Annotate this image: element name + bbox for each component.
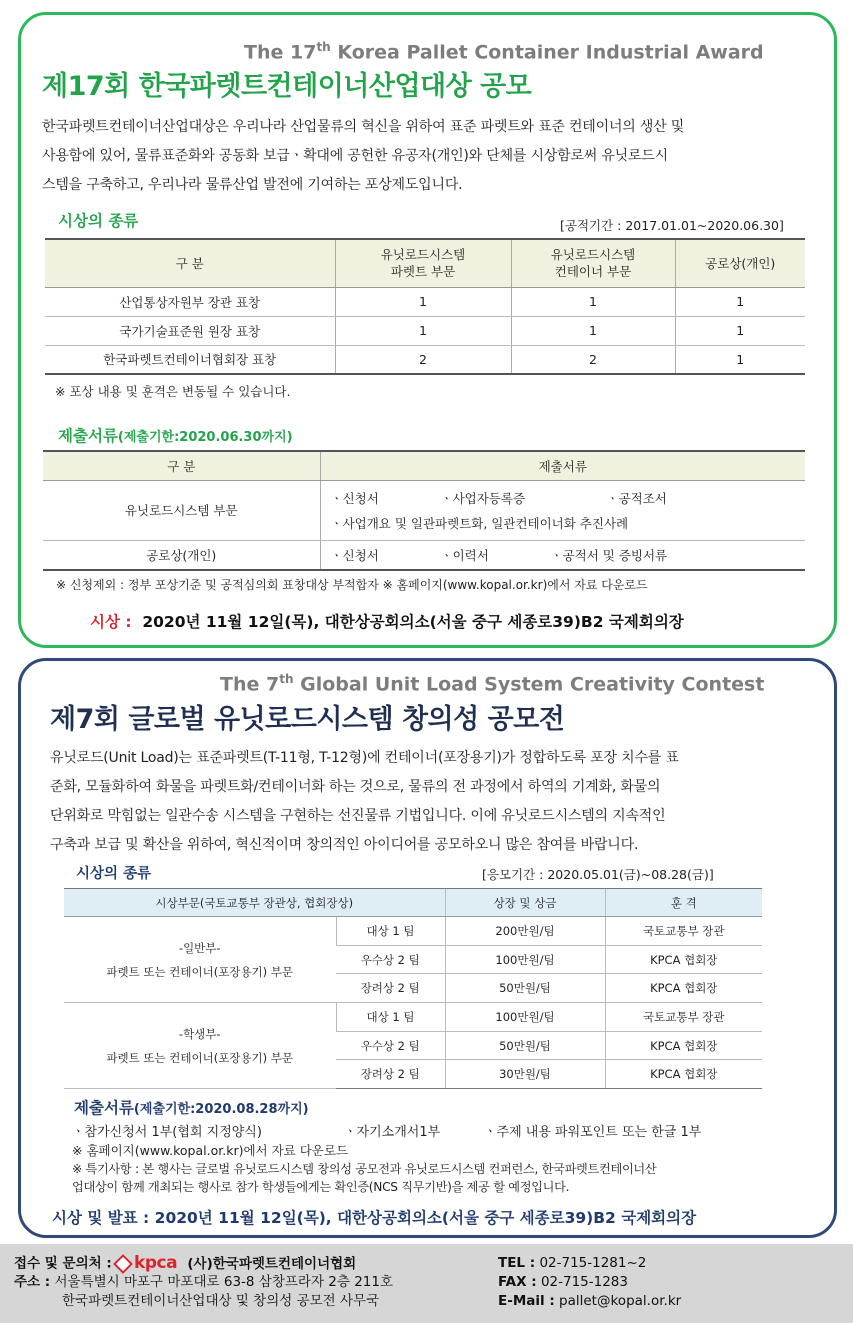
table-row xyxy=(45,316,805,345)
contest-venue xyxy=(52,1206,696,1228)
table-cell: 국토교통부 장관 xyxy=(605,1003,762,1032)
table-cell: 한국파렛트컨테이너협회장 표창 xyxy=(45,345,335,374)
tel-line xyxy=(498,1254,681,1273)
table-header-cell: 상장 및 상금 xyxy=(445,889,605,917)
doc-item: ㆍ주제 내용 파워포인트 또는 한글 1부 xyxy=(484,1125,702,1140)
office-text: 한국파렛트컨테이너산업대상 및 창의성 공모전 사무국 xyxy=(62,1293,380,1309)
contest-en-title xyxy=(220,672,764,695)
doc-items-line xyxy=(331,542,806,567)
award-title: 제17회 한국파렛트컨테이너산업대상 공모 xyxy=(42,71,532,102)
award-intro xyxy=(42,113,684,200)
table-cell xyxy=(320,480,805,540)
table-cell: 1 xyxy=(511,316,675,345)
header-line: 파렛트 부문 xyxy=(390,264,456,280)
award-prize-table xyxy=(45,238,805,375)
contest-en-title-sup: th xyxy=(279,672,294,686)
footer-contact xyxy=(14,1254,393,1311)
email-value[interactable]: pallet@kopal.or.kr xyxy=(559,1293,682,1309)
award-docs-title-text: 제출서류 xyxy=(58,427,118,445)
contest-docs-deadline: (제출기한:2020.08.28까지) xyxy=(133,1102,309,1117)
table-header-row xyxy=(43,451,805,480)
org-name: (사)한국파렛트컨테이너협회 xyxy=(187,1255,357,1272)
table-cell: 산업통상자원부 장관 표창 xyxy=(45,287,335,316)
table-cell: 50만원/팀 xyxy=(445,1031,605,1060)
table-row xyxy=(64,1003,762,1032)
table-cell: 우수상 2 팀 xyxy=(336,945,445,974)
table-row xyxy=(43,540,805,570)
award-intro-line: 한국파렛트컨테이너산업대상은 우리나라 산업물류의 혁신을 위하여 표준 파렛트와 표준 컨테이너의 생산 및 xyxy=(42,119,685,135)
header-line: 유닛로드시스템 xyxy=(380,247,466,263)
award-venue xyxy=(90,610,684,632)
table-row xyxy=(45,345,805,374)
award-prize-note: ※ 포상 내용 및 훈격은 변동될 수 있습니다. xyxy=(55,384,291,399)
table-cell: KPCA 협회장 xyxy=(605,945,762,974)
footer-office-line xyxy=(14,1292,393,1311)
address-text: 서울특별시 마포구 마포대로 63-8 삼창프라자 2층 211호 xyxy=(54,1274,394,1290)
doc-item: ㆍ신청서 xyxy=(330,490,379,506)
award-intro-line: 사용함에 있어, 물류표준화와 공동화 보급ㆍ확대에 공헌한 유공자(개인)와 단체를 시상함로써 유닛로드시 xyxy=(42,148,668,164)
award-en-title-sup: th xyxy=(316,40,331,54)
header-line: 유닛로드시스템 xyxy=(550,247,636,263)
table-cell: 100만원/팀 xyxy=(445,1003,605,1032)
award-prize-section-title: 시상의 종류 xyxy=(58,212,139,230)
award-intro-line: 스템을 구축하고, 우리나라 물류산업 발전에 기여하는 포상제도입니다. xyxy=(42,177,463,193)
table-header-cell: 시상부문(국토교통부 장관상, 협회장상) xyxy=(64,889,445,917)
table-header-cell: 구 분 xyxy=(43,451,320,480)
award-period: [공적기간 : 2017.01.01~2020.06.30] xyxy=(560,218,784,233)
table-cell: 국가기술표준원 원장 표창 xyxy=(45,316,335,345)
contest-period: [응모기간 : 2020.05.01(금)~08.28(금)] xyxy=(482,867,714,882)
table-cell: 1 xyxy=(675,316,805,345)
table-cell: 대상 1 팀 xyxy=(336,1003,445,1032)
table-cell: 2 xyxy=(511,345,675,374)
doc-item: ㆍ사업자등록증 xyxy=(440,490,526,506)
email-line xyxy=(498,1292,681,1311)
footer-contact-line xyxy=(14,1254,393,1273)
address-label: 주소 : xyxy=(14,1274,51,1290)
contact-label: 접수 및 문의처 : xyxy=(14,1255,112,1272)
table-cell: 50만원/팀 xyxy=(445,974,605,1003)
kpca-logo-text: kpca xyxy=(134,1253,178,1273)
contest-docs-note: ※ 홈페이지(www.kopal.or.kr)에서 자료 다운로드 xyxy=(72,1143,349,1158)
table-header-cell xyxy=(335,239,511,287)
doc-items-line xyxy=(331,485,806,510)
kpca-logo-icon xyxy=(113,1254,133,1274)
contest-title: 제7회 글로벌 유닛로드시스템 창의성 공모전 xyxy=(50,704,565,735)
table-header-cell: 훈 격 xyxy=(605,889,762,917)
table-row xyxy=(45,287,805,316)
award-en-title-post: Korea Pallet Container Industrial Award xyxy=(330,41,764,64)
table-header-cell xyxy=(511,239,675,287)
group-cell xyxy=(64,917,336,1003)
fax-line xyxy=(498,1273,681,1292)
table-cell: 우수상 2 팀 xyxy=(336,1031,445,1060)
award-en-title-pre: The 17 xyxy=(244,41,317,64)
email-label: E-Mail : xyxy=(498,1293,555,1309)
award-docs-title xyxy=(58,424,293,446)
tel-value: 02-715-1281~2 xyxy=(539,1255,647,1271)
table-cell: 공로상(개인) xyxy=(43,540,320,570)
doc-item: ㆍ공적조서 xyxy=(606,490,667,506)
table-cell: KPCA 협회장 xyxy=(605,1060,762,1089)
table-cell: 1 xyxy=(511,287,675,316)
table-cell: KPCA 협회장 xyxy=(605,1031,762,1060)
contest-docs-title-text: 제출서류 xyxy=(74,1099,134,1117)
contest-special-note: ※ 특기사항 : 본 행사는 글로벌 유닛로드시스템 창의성 공모전과 유닛로드시스템 컨퍼런스, 한국파렛트컨테이너산 xyxy=(72,1162,657,1176)
group-desc: 파렛트 또는 컨테이너(포장용기) 부문 xyxy=(106,1050,294,1065)
contest-venue-label: 시상 및 발표 : xyxy=(52,1209,150,1227)
table-cell: 1 xyxy=(335,287,511,316)
contest-special-note-cont: 업대상이 함께 개최되는 행사로 참가 학생들에게는 확인증(NCS 직무기반)을 제공 할 예정입니다. xyxy=(72,1180,570,1194)
group-cell xyxy=(64,1003,336,1089)
footer xyxy=(0,1244,853,1323)
contest-en-title-pre: The 7 xyxy=(220,673,280,696)
doc-item: ㆍ자기소개서1부 xyxy=(344,1125,441,1140)
table-cell: 장려상 2 팀 xyxy=(336,974,445,1003)
tel-label: TEL : xyxy=(498,1255,536,1271)
contest-docs-items xyxy=(72,1121,701,1140)
contest-docs-title xyxy=(74,1096,309,1118)
award-docs-note: ※ 신청제외 : 정부 포상기준 및 공적심의회 표창대상 부적합자 ※ 홈페이지(www.kopal.or.kr)에서 자료 다운로드 xyxy=(56,578,648,592)
group-desc: 파렛트 또는 컨테이너(포장용기) 부문 xyxy=(106,964,294,979)
kpca-logo xyxy=(116,1254,177,1273)
table-header-cell: 구 분 xyxy=(45,239,335,287)
contest-intro-line: 구축과 보급 및 확산을 위하여, 혁신적이며 창의적인 아이디어를 공모하오니 많은 참여를 바랍니다. xyxy=(50,837,639,853)
fax-value: 02-715-1283 xyxy=(540,1274,628,1290)
fax-label: FAX : xyxy=(498,1274,537,1290)
contest-intro xyxy=(50,744,679,860)
footer-contacts-right xyxy=(498,1254,681,1311)
doc-items-line xyxy=(331,510,806,535)
award-en-title xyxy=(244,40,764,63)
doc-item: ㆍ신청서 xyxy=(330,547,379,563)
doc-item: ㆍ참가신청서 1부(협회 지정양식) xyxy=(72,1125,262,1140)
table-header-cell: 제출서류 xyxy=(320,451,805,480)
table-row xyxy=(43,480,805,540)
table-header-cell: 공로상(개인) xyxy=(675,239,805,287)
table-row xyxy=(64,917,762,946)
table-header-row xyxy=(45,239,805,287)
table-cell: 대상 1 팀 xyxy=(336,917,445,946)
table-cell: 1 xyxy=(335,316,511,345)
doc-item: ㆍ사업개요 및 일관파렛트화, 일관컨테이너화 추진사례 xyxy=(330,515,629,531)
contest-intro-line: 단위화로 막힘없는 일관수송 시스템을 구현하는 선진물류 기법입니다. 이에 유닛로드시스템의 지속적인 xyxy=(50,808,666,824)
table-cell: 2 xyxy=(335,345,511,374)
footer-address-line xyxy=(14,1273,393,1292)
table-cell: 1 xyxy=(675,345,805,374)
award-venue-label: 시상 : xyxy=(90,613,132,631)
header-line: 컨테이너 부문 xyxy=(554,264,632,280)
table-cell: 200만원/팀 xyxy=(445,917,605,946)
contest-prize-table xyxy=(64,888,762,1089)
contest-intro-line: 준화, 모듈화하여 화물을 파렛트화/컨테이너화 하는 것으로, 물류의 전 과정에서 하역의 기계화, 화물의 xyxy=(50,779,661,795)
table-cell: KPCA 협회장 xyxy=(605,974,762,1003)
table-cell: 장려상 2 팀 xyxy=(336,1060,445,1089)
award-venue-text: 2020년 11월 12일(목), 대한상공회의소(서울 중구 세종로39)B2 국제회의장 xyxy=(142,613,684,631)
table-cell: 유닛로드시스템 부문 xyxy=(43,480,320,540)
contest-prize-section-title: 시상의 종류 xyxy=(76,866,152,882)
award-docs-deadline: (제출기한:2020.06.30까지) xyxy=(117,430,293,445)
contest-intro-line: 유닛로드(Unit Load)는 표준파렛트(T-11형, T-12형)에 컨테이너(포장용기)가 정합하도록 포장 치수를 표 xyxy=(50,750,679,766)
contest-en-title-post: Global Unit Load System Creativity Contest xyxy=(293,673,765,696)
table-cell xyxy=(320,540,805,570)
award-docs-table xyxy=(43,450,805,571)
table-cell: 1 xyxy=(675,287,805,316)
table-cell: 국토교통부 장관 xyxy=(605,917,762,946)
contest-venue-text: 2020년 11월 12일(목), 대한상공회의소(서울 중구 세종로39)B2 국제회의장 xyxy=(154,1209,697,1227)
doc-item: ㆍ공적서 및 증빙서류 xyxy=(550,547,668,563)
table-cell: 100만원/팀 xyxy=(445,945,605,974)
doc-item: ㆍ이력서 xyxy=(440,547,489,563)
group-name: -학생부- xyxy=(178,1026,221,1041)
table-cell: 30만원/팀 xyxy=(445,1060,605,1089)
group-name: -일반부- xyxy=(178,940,221,955)
table-header-row xyxy=(64,889,762,917)
